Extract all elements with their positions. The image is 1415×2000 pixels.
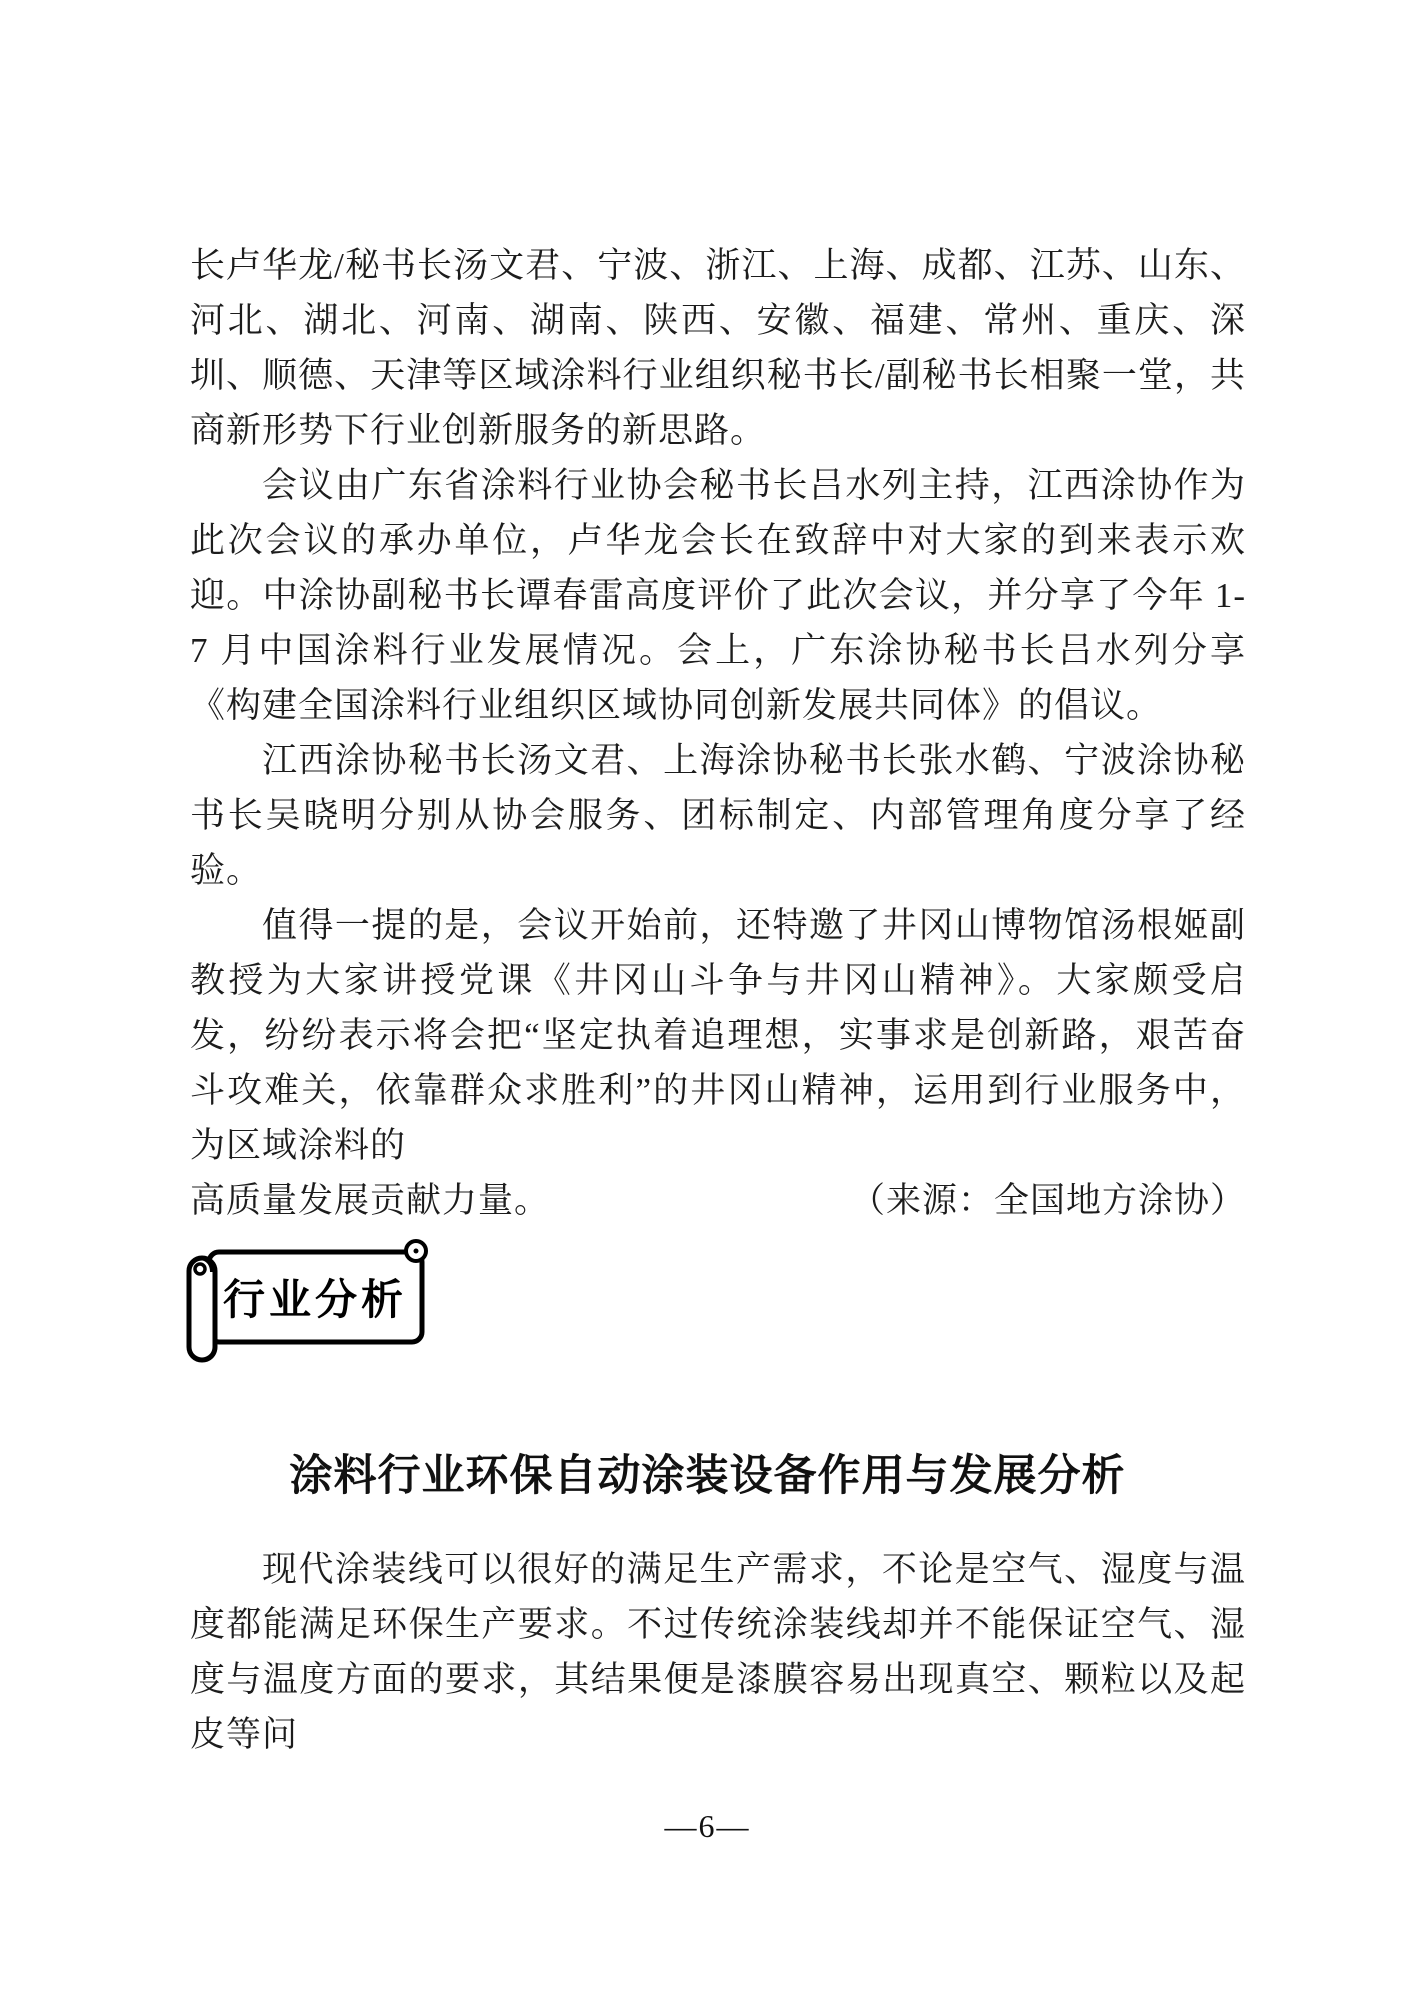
section-banner [185, 1238, 435, 1368]
article1-closing-row [190, 1173, 1246, 1228]
article1-closing-text: 高质量发展贡献力量。 [190, 1181, 551, 1220]
page-number: —6— [664, 1808, 751, 1844]
article1-paragraph: 江西涂协秘书长汤文君、上海涂协秘书长张水鹤、宁波涂协秘书长吴晓明分别从协会服务、团标制定、内部管理角度分享了经验。 [190, 741, 1246, 890]
article1-paragraph: 值得一提的是，会议开始前，还特邀了井冈山博物馆汤根姬副教授为大家讲授党课《井冈山斗争与井冈山精神》。大家颇受启发，纷纷表示将会把“坚定执着追理想，实事求是创新路，艰苦奋斗攻难关，依靠群众求胜利”的井冈山精神，运用到行业服务中，为区域涂料的 [190, 906, 1246, 1165]
article2-title: 涂料行业环保自动涂装设备作用与发展分析 [289, 1452, 1126, 1500]
article2-body [190, 1542, 1246, 1762]
article1-body [190, 238, 1246, 1228]
article1-paragraph: 长卢华龙/秘书长汤文君、宁波、浙江、上海、成都、江苏、山东、河北、湖北、河南、湖南、陕西、安徽、福建、常州、重庆、深圳、顺德、天津等区域涂料行业组织秘书长/副秘书长相聚一堂，共商新形势下行业创新服务的新思路。 [190, 246, 1246, 450]
source-note: （来源：全国地方涂协） [849, 1181, 1246, 1220]
section-banner-label: 行业分析 [222, 1276, 407, 1323]
article1-paragraph: 会议由广东省涂料行业协会秘书长吕水列主持，江西涂协作为此次会议的承办单位，卢华龙会长在致辞中对大家的到来表示欢迎。中涂协副秘书长谭春雷高度评价了此次会议，并分享了今年 1-7 月中国涂料行业发展情况。会上，广东涂协秘书长吕水列分享《构建全国涂料行业组织区域协同创新发展共同体》的倡议。 [190, 466, 1246, 725]
article2-paragraph: 现代涂装线可以很好的满足生产需求，不论是空气、湿度与温度都能满足环保生产要求。不过传统涂装线却并不能保证空气、湿度与温度方面的要求，其结果便是漆膜容易出现真空、颗粒以及起皮等问 [190, 1550, 1246, 1754]
